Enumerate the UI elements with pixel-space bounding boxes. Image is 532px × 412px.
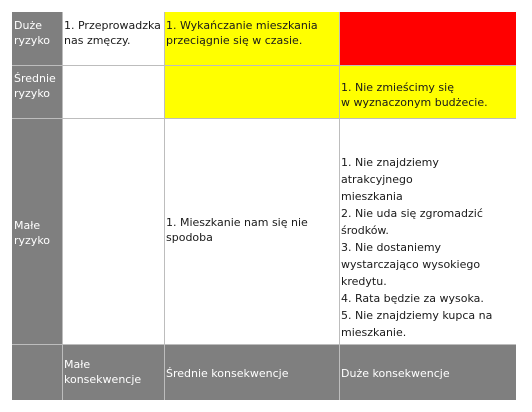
grid-line bbox=[12, 118, 516, 119]
grid-line bbox=[339, 12, 340, 400]
footer-low-consequences: Małe konsekwencje bbox=[62, 344, 164, 400]
cell-high-risk-low-consequences: 1. Przeprowadzka nas zmęczy. bbox=[62, 12, 164, 65]
row-label-high-risk: Duże ryzyko bbox=[12, 12, 62, 65]
footer-medium-consequences: Średnie konsekwencje bbox=[164, 344, 339, 400]
cell-high-risk-high-consequences bbox=[339, 12, 516, 65]
footer-high-consequences: Duże konsekwencje bbox=[339, 344, 516, 400]
grid-line bbox=[62, 12, 63, 400]
row-label-medium-risk: Średnie ryzyko bbox=[12, 65, 62, 118]
footer-corner-cell bbox=[12, 344, 62, 400]
grid-line bbox=[164, 12, 165, 400]
grid-line bbox=[12, 344, 516, 345]
cell-medium-risk-medium-consequences bbox=[164, 65, 339, 118]
cell-low-risk-high-consequences: 1. Nie znajdziemy atrakcyjnego mieszkania 2. Nie uda się zgromadzić środków. 3. Nie dostaniemy wystarczająco wysokiego kredytu. 4. Rata będzie za wysoka. 5. Nie znajdziemy kupca na mieszkanie. bbox=[339, 118, 516, 344]
cell-medium-risk-low-consequences bbox=[62, 65, 164, 118]
row-label-low-risk: Małe ryzyko bbox=[12, 118, 62, 344]
grid-line bbox=[12, 65, 516, 66]
cell-low-risk-low-consequences bbox=[62, 118, 164, 344]
cell-medium-risk-high-consequences: 1. Nie zmieścimy się w wyznaczonym budżecie. bbox=[339, 65, 516, 118]
cell-low-risk-medium-consequences: 1. Mieszkanie nam się nie spodoba bbox=[164, 118, 339, 344]
cell-high-risk-medium-consequences: 1. Wykańczanie mieszkania przeciągnie się w czasie. bbox=[164, 12, 339, 65]
